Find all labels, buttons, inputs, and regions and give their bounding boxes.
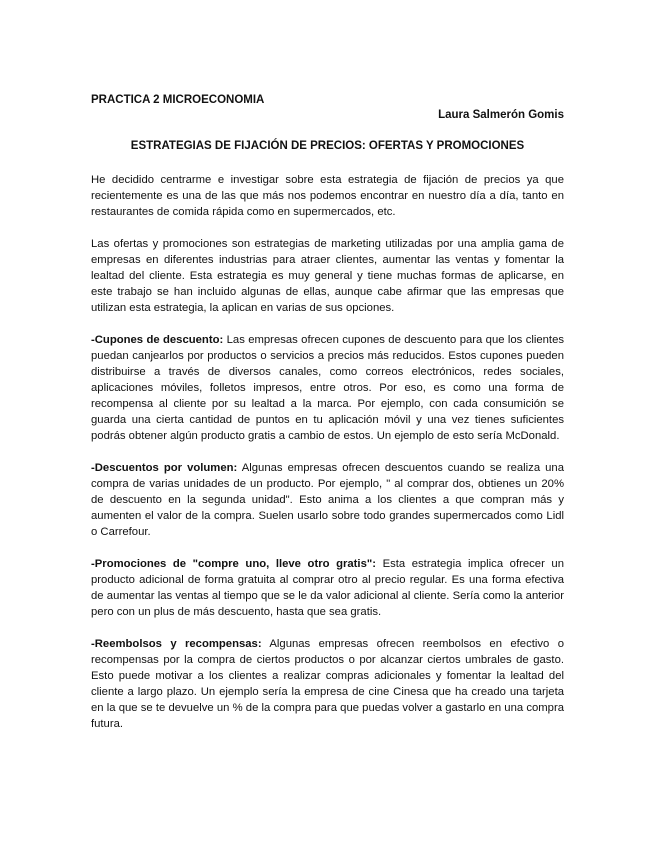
section-text: Algunas empresas ofrecen descuentos cuando se realiza una compra de varias unidades de un producto. Por ejemplo, " al comprar dos, obtienes un 20% de descuento en la segunda unidad". Esto anima a los clientes a que compran más y aumenten el valor de la compra. Suelen usarlo sobre todo grandes supermercados como Lidl o Carrefour.: [91, 462, 564, 538]
section-heading: -Descuentos por volumen:: [91, 462, 238, 474]
intro-paragraph-2: Las ofertas y promociones son estrategias de marketing utilizadas por una amplia gama de empresas en diferentes industrias para atraer clientes, aumentar las ventas y fomentar la lealtad del cliente. Esta estrategia es muy general y tiene muchas formas de aplicarse, en este trabajo se han incluido algunas de ellas, aunque cabe afirmar que las empresas que utilizan esta estrategia, la aplican en varias de sus opciones.: [91, 238, 564, 314]
section-heading: -Reembolsos y recompensas:: [91, 638, 262, 650]
section-text: Las empresas ofrecen cupones de descuento para que los clientes puedan canjearlos por productos o servicios a precios más reducidos. Estos cupones pueden distribuirse a través de diversos canales, como correos electrónicos, redes sociales, aplicaciones móviles, folletos impresos, entre otros. Por eso, es como una forma de recompensa al cliente por su lealtad a la marca. Por ejemplo, con cada consumición se guarda una cierta cantidad de puntos en tu aplicación móvil y una vez tienes suficientes podrás obtener algún producto gratis a cambio de estos. Un ejemplo de esto sería McDonald.: [91, 334, 564, 442]
section-heading: -Cupones de descuento:: [91, 334, 224, 346]
section-reembolsos: [91, 636, 564, 732]
section-heading: -Promociones de "compre uno, lleve otro gratis":: [91, 558, 376, 570]
section-text: Esta estrategia implica ofrecer un producto adicional de forma gratuita al comprar otro al precio regular. Es una forma efectiva de aumentar las ventas al tiempo que se le da valor adicional al cliente. Sería como la anterior pero con un plus de más descuento, hasta que sea gratis.: [91, 558, 564, 618]
section-cupones: [91, 332, 564, 444]
document-title: ESTRATEGIAS DE FIJACIÓN DE PRECIOS: OFERTAS Y PROMOCIONES: [130, 140, 525, 152]
section-text: Algunas empresas ofrecen reembolsos en efectivo o recompensas por la compra de ciertos productos o por alcanzar ciertos umbrales de gasto. Esto puede motivar a los clientes a realizar compras adicionales y fomentar la lealtad del cliente a largo plazo. Un ejemplo sería la empresa de cine Cinesa que ha creado una tarjeta en la que se te devuelve un % de la compra para que puedas volver a gastarlo en una compra futura.: [91, 638, 564, 730]
intro-paragraph-1: He decidido centrarme e investigar sobre esta estrategia de fijación de precios ya que recientemente es una de las que más nos podemos encontrar en nuestro día a día, tanto en restaurantes de comida rápida como en supermercados, etc.: [91, 174, 564, 218]
course-header: PRACTICA 2 MICROECONOMIA: [91, 94, 265, 106]
section-descuentos-volumen: [91, 460, 564, 540]
section-compre-uno: [91, 556, 564, 620]
author-name: Laura Salmerón Gomis: [438, 109, 564, 121]
